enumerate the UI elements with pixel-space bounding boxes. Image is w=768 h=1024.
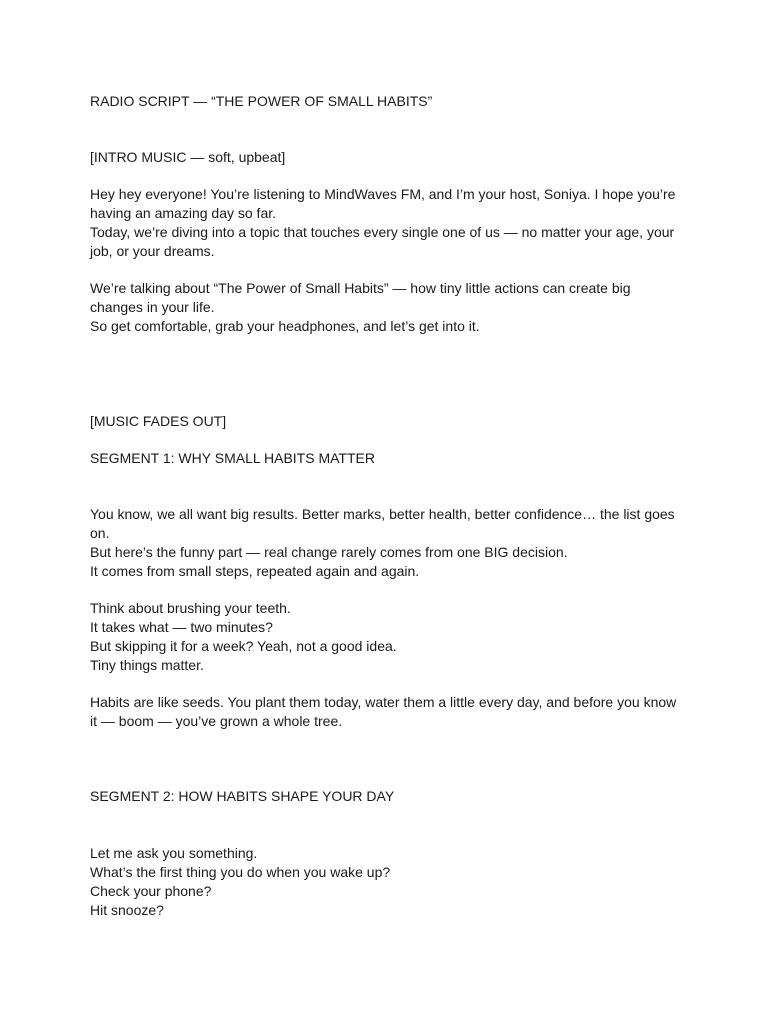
text-line: So get comfortable, grab your headphones, and let’s get into it. — [90, 318, 480, 334]
text-line: What’s the first thing you do when you wake up? — [90, 864, 391, 880]
segment-1-paragraph-1 — [90, 505, 680, 581]
text-line: Check your phone? — [90, 883, 212, 899]
segment-1-paragraph-2 — [90, 599, 680, 675]
text-line: Think about brushing your teeth. — [90, 600, 291, 616]
text-line: It takes what — two minutes? — [90, 619, 273, 635]
segment-1-heading: SEGMENT 1: WHY SMALL HABITS MATTER — [90, 450, 375, 466]
text-line: But here’s the funny part — real change rarely comes from one BIG decision. — [90, 544, 568, 560]
text-line: Today, we’re diving into a topic that touches every single one of us — no matter your age, your job, or your dreams. — [90, 224, 675, 259]
text-line: Hit snooze? — [90, 902, 164, 918]
text-line: But skipping it for a week? Yeah, not a good idea. — [90, 638, 397, 654]
segment-2-heading: SEGMENT 2: HOW HABITS SHAPE YOUR DAY — [90, 788, 395, 804]
text-line: You know, we all want big results. Better marks, better health, better confidence… the list goes on. — [90, 506, 675, 541]
text-line: Let me ask you something. — [90, 845, 258, 861]
text-line: Hey hey everyone! You’re listening to MindWaves FM, and I’m your host, Soniya. I hope you’re having an amazing day so far. — [90, 186, 676, 221]
music-fades-cue: [MUSIC FADES OUT] — [90, 413, 227, 429]
script-title: RADIO SCRIPT — “THE POWER OF SMALL HABITS” — [90, 93, 433, 109]
intro-paragraph-1 — [90, 185, 680, 261]
segment-1-paragraph-3 — [90, 693, 680, 731]
segment-2-paragraph-1 — [90, 844, 680, 920]
text-line: We’re talking about “The Power of Small Habits” — how tiny little actions can create big changes in your life. — [90, 280, 631, 315]
text-line: Tiny things matter. — [90, 657, 204, 673]
intro-paragraph-2 — [90, 279, 680, 336]
text-line: Habits are like seeds. You plant them today, water them a little every day, and before you know it — boom — you’ve grown a whole tree. — [90, 694, 677, 729]
text-line: It comes from small steps, repeated again and again. — [90, 563, 420, 579]
intro-music-cue: [INTRO MUSIC — soft, upbeat] — [90, 149, 286, 165]
